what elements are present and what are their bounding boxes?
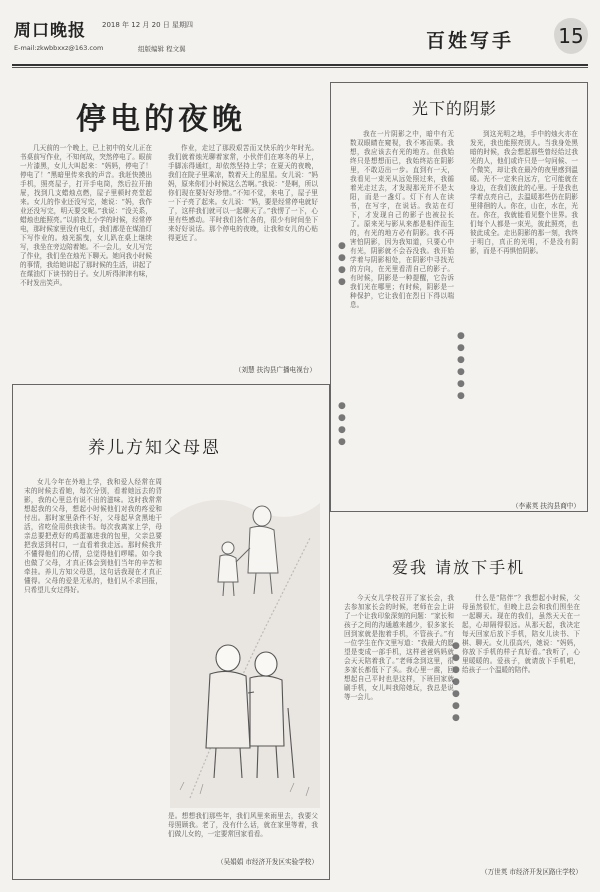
masthead xyxy=(6,14,594,66)
article1-title: 停电的夜晚 xyxy=(76,102,246,137)
section-name: 百姓写手 xyxy=(426,30,515,52)
article2-dots-left-lower: ● ● ● ● xyxy=(338,401,346,447)
article2-dots-mid: ● ● ● ● ● ● xyxy=(457,331,465,401)
page-number: 15 xyxy=(554,18,588,54)
article3-body-right: 是。想想我们那些年，我们风里来雨里去，我要父母照顾我。老了，没有什么话，就在家里等着，我们做儿女的，一定要常回家看看。 xyxy=(168,812,318,838)
article4-dots: ● ● ● ● ● ● ● xyxy=(452,641,460,723)
paper-email: E-mail:zkwbbxxz@163.com xyxy=(14,44,104,52)
article2-title: 光下的阴影 xyxy=(412,99,498,118)
article4-title: 爱我 请放下手机 xyxy=(392,558,526,577)
paper-editor: 组版编辑 程文翼 xyxy=(138,45,186,53)
article3-title: 养儿方知父母恩 xyxy=(88,438,221,458)
article2-body-left: 我在一片阴影之中，暗中有无数双眼睛在窥视，我不寒而栗。我想，我应该去有光的地方。但我始终只是想想而已，我始终站在阴影里，不敢迈出一步。直到有一天，我看见一束光从远处照过来，我循着光走过去，才发现那光并不是太阳，而是一盏灯。灯下有人在读书，在写字，在说话。我站在灯下，才发现自己的影子也被拉长了。原来光与影从来都是相伴而生的，有光的地方必有阴影。我不再害怕阴影，因为我知道，只要心中有光，阴影就不会吞没我。我开始学着与阴影相处，在阴影中寻找光的方向，在光里看清自己的影子。有时候，阴影是一种提醒，它告诉我们光在哪里；有时候，阴影是一种保护，它让我们在烈日下得以喘息。 xyxy=(350,130,454,309)
article4-byline: （万世英 市经济开发区路庄学校） xyxy=(480,868,582,876)
article1-body-right: 作业，走过了那段艰苦而又快乐的少年时光。我们就着烛光聊着家常，小伙伴们在寒冬的早上，手脚冻得通红，却依然坚持上学；在夏天的夜晚，我们在院子里乘凉，数着天上的星星。女儿说：“妈妈，原来你们小时候这么苦啊。”我说：“是啊，所以你们现在要好好珍惜。”不知不觉，来电了，屋子里一下子亮了起来。女儿说：“妈，要是经常停电就好了，这样我们就可以一起聊天了。”我愣了一下，心里有些感动。平时我们各忙各的，很少有时间坐下来好好说话。那个停电的夜晚，让我和女儿的心贴得更近了。 xyxy=(168,144,318,242)
article2-byline: （李素英 扶沟县商中） xyxy=(511,502,580,510)
article2-body-right: 到这光明之地，手中的烛火亦在发光，我也能照亮别人。当我身处黑暗的时候，我会想起那些曾经给过我光的人，他们或许只是一句问候、一个微笑，却让我在最冷的夜里感到温暖。光不一定来自远方，它可能就在身边，在我们彼此的心里。于是我也学着点亮自己，去温暖那些仍在阴影里徘徊的人。你在，山在，水在，光在。你在，我就能看见整个世界。我们每个人都是一束光，彼此照亮，也彼此成全。走出阴影的那一刻，我终于明白，真正的光明，不是没有阴影，而是不再惧怕阴影。 xyxy=(470,130,578,255)
article3-body-left: 女儿今年在外地上学，我和爱人经常在周末的时候去看她，每次分别，看着她远去的背影，我的心里总有说不出的滋味。这时我常常想起我的父母，想起小时候他们对我的疼爱和付出。那时家里条件不好，父母起早贪黑地干活，省吃俭用供我读书。每次我离家上学，母亲总要把煮好的鸡蛋塞进我的包里，父亲总要把我送到村口，一直看着我走远。那时候我并不懂得他们的心情，总觉得他们啰嗦。如今我也做了父母，才真正体会到他们当年的辛苦和牵挂。养儿方知父母恩，这句话我现在才真正懂得。父母的爱是无私的，他们从不求回报，只希望儿女过得好。 xyxy=(24,478,162,594)
article4-body-left: 今天女儿学校召开了家长会，我去参加家长会的时候，老师在会上讲了一个让我印象深刻的问题：“家长和孩子之间的沟通越来越少，很多家长回到家就是抱着手机，不管孩子。”有一位学生在作文里写道：“我最大的愿望是变成一部手机，这样爸爸妈妈就会天天陪着我了。”老师念到这里，很多家长都低下了头。我心里一震，回想起自己平时也是这样，下班回家就刷手机，女儿叫我陪她玩，我总是说等一会儿。 xyxy=(344,594,454,701)
family-illustration xyxy=(170,478,320,808)
article3-byline: （吴娟娟 市经济开发区实验学校） xyxy=(216,858,318,866)
article1-byline: （刘慧 扶沟县广播电视台） xyxy=(234,366,316,374)
article4-body-right: 什么是“陪伴”？我想起小时候，父母虽然很忙，但晚上总会和我们围坐在一起聊天。现在的我们，虽然天天在一起，心却隔得很远。从那天起，我决定每天回家后放下手机，陪女儿读书、下棋、聊天。女儿很高兴，她说：“妈妈，你放下手机的样子真好看。”我听了，心里暖暖的。爱孩子，就请放下手机吧，给孩子一个温暖的陪伴。 xyxy=(462,594,580,674)
paper-date: 2018 年 12 月 20 日 星期四 xyxy=(102,21,193,29)
article2-dots-left: ● ● ● ● xyxy=(338,241,346,287)
masthead-rule xyxy=(12,64,588,66)
masthead-rule-thin xyxy=(12,67,588,68)
article1-body-left: 几天前的一个晚上，已上初中的女儿正在书桌前写作业，不知何故，突然停电了。眼前一片漆黑，女儿大叫起来：“妈妈，停电了！停电了！”黑暗里传来我的声音。我赶快摸出手机，照亮屋子，打开手电筒，然后拉开抽屉，找到几支蜡烛点燃，屋子里顿时亮堂起来。女儿的作业还没写完，她说：“妈，我作业还没写完，明天要交呢。”我说：“没关系，蜡烛也能照亮。”以前我上小学的时候，经常停电，那时候家里没有电灯，我们都是在煤油灯下写作业的。烛光摇曳，女儿趴在桌上继续写，我坐在旁边陪着她。不一会儿，女儿写完了作业，我们坐在烛光下聊天。她问我小时候的事情，我给她讲起了那时候的生活，讲起了在煤油灯下读书的日子。女儿听得津津有味，不时发出笑声。 xyxy=(20,144,152,287)
paper-name: 周口晚报 xyxy=(14,21,86,41)
